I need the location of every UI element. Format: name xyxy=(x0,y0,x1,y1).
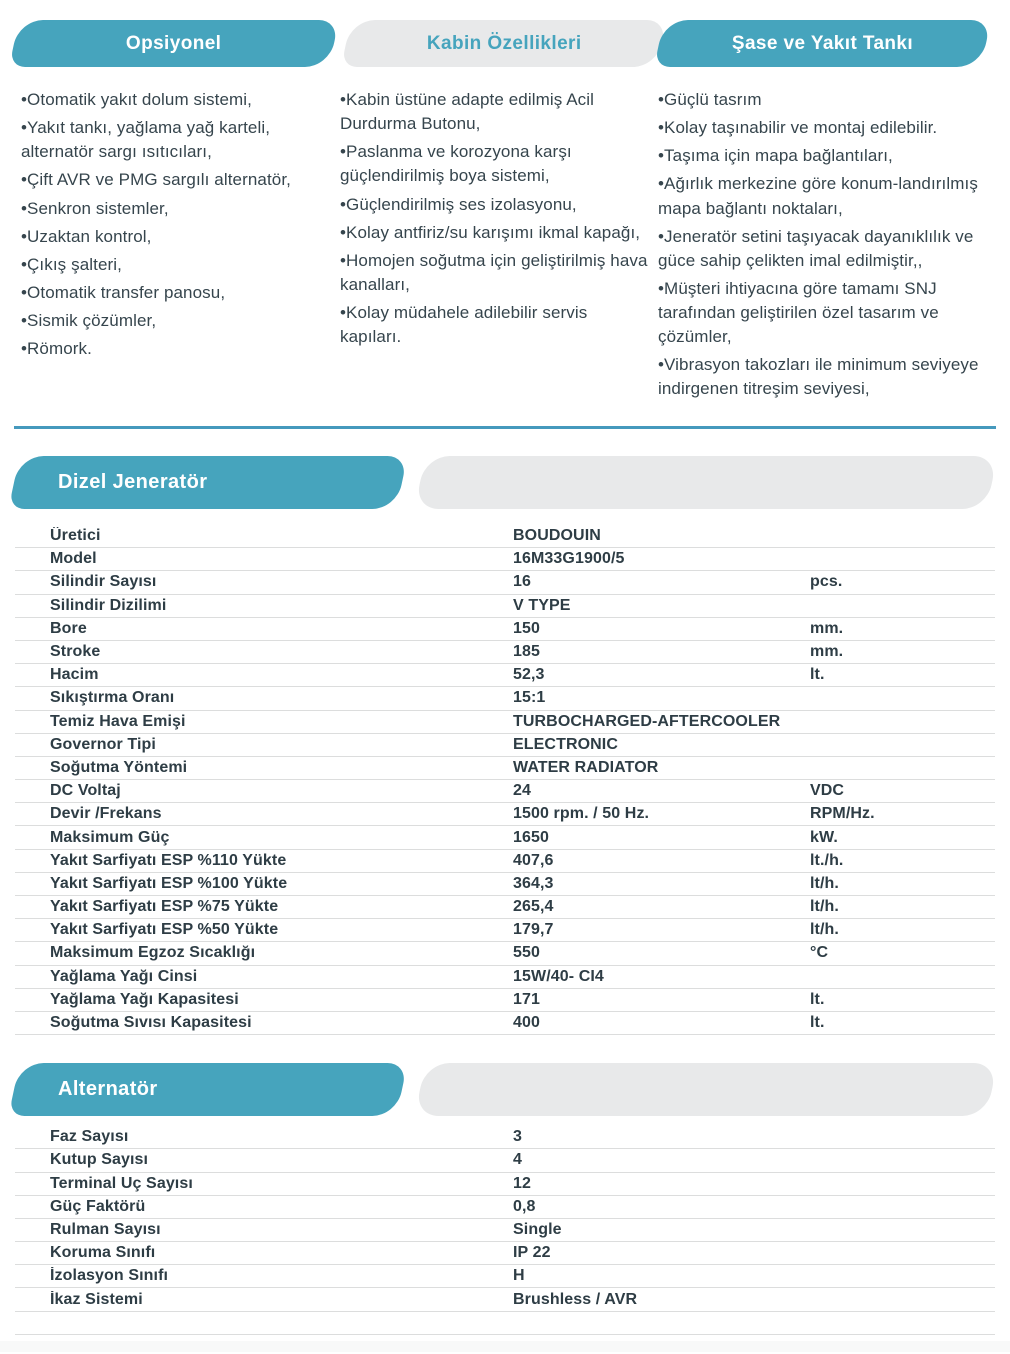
spec-label: Stroke xyxy=(50,643,101,661)
spec-value: 3 xyxy=(513,1128,522,1146)
spec-value: 16M33G1900/5 xyxy=(513,550,625,568)
spec-value: ELECTRONIC xyxy=(513,735,618,753)
blue-section-divider xyxy=(14,426,996,429)
feature-item: •Uzaktan kontrol, xyxy=(21,226,152,246)
feature-item: •Müşteri ihtiyacına göre tamamı SNJ tarafından geliştirilen özel tasarım ve çözümler, xyxy=(658,278,939,347)
feature-item: •Yakıt tankı, yağlama yağ karteli, alternatör sargı ısıtıcıları, xyxy=(21,118,271,162)
spec-label: Güç Faktörü xyxy=(50,1197,146,1215)
banner-extension-bar xyxy=(414,456,997,509)
top-banner-row xyxy=(0,20,1010,67)
banner-dizel-jenerator-title: Dizel Jeneratör xyxy=(58,471,208,493)
spec-value: V TYPE xyxy=(513,596,571,614)
table-row xyxy=(15,1219,995,1242)
table-row xyxy=(15,1126,995,1149)
table-row xyxy=(15,1012,995,1035)
spec-label: Model xyxy=(50,550,97,568)
spec-value: WATER RADIATOR xyxy=(513,758,659,776)
alternator-table xyxy=(15,1126,995,1335)
table-row xyxy=(15,919,995,942)
spec-label: İzolasyon Sınıfı xyxy=(50,1267,169,1285)
table-row xyxy=(15,1173,995,1196)
spec-value: 15W/40- CI4 xyxy=(513,967,604,985)
table-row xyxy=(15,1196,995,1219)
table-row xyxy=(15,711,995,734)
table-row xyxy=(15,571,995,594)
spec-value: IP 22 xyxy=(513,1244,551,1262)
table-row xyxy=(15,989,995,1012)
spec-label: Yakıt Sarfiyatı ESP %75 Yükte xyxy=(50,898,279,916)
feature-item: •Kabin üstüne adapte edilmiş Acil Durdurma Butonu, xyxy=(340,90,595,134)
feature-item: •Güçlü tasrım xyxy=(658,90,762,109)
spec-unit: lt. xyxy=(810,990,825,1008)
spec-value: 185 xyxy=(513,643,540,661)
spec-unit: lt/h. xyxy=(810,874,839,892)
spec-value: 550 xyxy=(513,944,540,962)
table-row xyxy=(15,548,995,571)
feature-item: •Römork. xyxy=(21,339,92,359)
banner-extension-bar xyxy=(414,1063,997,1116)
spec-value: 1650 xyxy=(513,828,549,846)
table-row xyxy=(15,641,995,664)
spec-unit: lt. xyxy=(810,666,825,684)
dizel-jenerator-section xyxy=(0,456,1010,1035)
alternator-section xyxy=(0,1063,1010,1335)
spec-label: Faz Sayısı xyxy=(50,1128,129,1146)
spec-label: İkaz Sistemi xyxy=(50,1290,143,1308)
table-row xyxy=(15,803,995,826)
spec-label: Devir /Frekans xyxy=(50,805,162,823)
feature-item: •Çıkış şalteri, xyxy=(21,254,122,274)
banner-alternator-title: Alternatör xyxy=(58,1078,158,1101)
spec-label: Üretici xyxy=(50,527,101,545)
spec-label: Silindir Dizilimi xyxy=(50,596,167,614)
spec-unit: RPM/Hz. xyxy=(810,805,875,823)
spec-value: 15:1 xyxy=(513,689,546,707)
dizel-banner-row xyxy=(0,456,1010,509)
spec-unit: lt. xyxy=(810,1014,825,1032)
spec-unit: °C xyxy=(810,944,829,962)
spec-value: H xyxy=(513,1267,525,1285)
spec-label: Yakıt Sarfiyatı ESP %100 Yükte xyxy=(50,874,288,892)
feature-item: •Sismik çözümler, xyxy=(21,311,157,330)
table-row xyxy=(15,942,995,965)
feature-item: •Ağırlık merkezine göre konum-landırılmış mapa bağlantı noktaları, xyxy=(658,174,978,218)
table-row xyxy=(15,780,995,803)
table-row-empty xyxy=(15,1312,995,1335)
feature-item: •Senkron sistemler, xyxy=(21,198,169,218)
spec-value: 150 xyxy=(513,619,540,637)
spec-label: Governor Tipi xyxy=(50,735,156,753)
sase-feature-list xyxy=(658,88,998,426)
spec-label: Maksimum Güç xyxy=(50,828,170,846)
spec-unit: mm. xyxy=(810,643,844,661)
spec-value: 0,8 xyxy=(513,1197,536,1215)
spec-value: 12 xyxy=(513,1174,531,1192)
banner-sase-ve-yakit-tanki-title: Şase ve Yakıt Tankı xyxy=(731,32,914,54)
spec-value: TURBOCHARGED-AFTERCOOLER xyxy=(513,712,781,730)
table-row xyxy=(15,664,995,687)
spec-label: Yakıt Sarfiyatı ESP %110 Yükte xyxy=(50,851,287,869)
table-row xyxy=(15,757,995,780)
table-row xyxy=(15,734,995,757)
spec-value: 4 xyxy=(513,1151,522,1169)
feature-columns xyxy=(0,88,1010,426)
feature-item: •Güçlendirilmiş ses izolasyonu, xyxy=(340,194,577,214)
table-row xyxy=(15,1149,995,1172)
spec-value: 364,3 xyxy=(513,874,554,892)
kabin-feature-list xyxy=(340,88,658,426)
table-row xyxy=(15,525,995,548)
spec-label: Rulman Sayısı xyxy=(50,1220,161,1238)
banner-alternator xyxy=(8,1063,407,1116)
feature-item: •Paslanma ve korozyona karşı güçlendirilmiş boya sistemi, xyxy=(340,142,572,186)
spec-value: Single xyxy=(513,1220,562,1238)
spec-value: 16 xyxy=(513,573,531,591)
banner-opsiyonel-title: Opsiyonel xyxy=(126,32,222,54)
feature-item: •Taşıma için mapa bağlantıları, xyxy=(658,146,893,166)
spec-value: 171 xyxy=(513,990,540,1008)
spec-value: 24 xyxy=(513,782,531,800)
spec-label: Temiz Hava Emişi xyxy=(50,712,186,730)
feature-item: •Jeneratör setini taşıyacak dayanıklılık ve güce sahip çelikten imal edilmiştir,, xyxy=(658,226,974,270)
table-row xyxy=(15,1242,995,1265)
spec-label: Soğutma Yöntemi xyxy=(50,758,188,776)
feature-item: •Otomatik transfer panosu, xyxy=(21,282,226,302)
spec-label: Silindir Sayısı xyxy=(50,573,157,591)
banner-sase-ve-yakit-tanki xyxy=(654,20,991,67)
spec-label: Maksimum Egzoz Sıcaklığı xyxy=(50,944,256,962)
spec-label: Koruma Sınıfı xyxy=(50,1244,156,1262)
spec-label: Yağlama Yağı Kapasitesi xyxy=(50,990,239,1008)
spec-unit: VDC xyxy=(810,782,845,800)
banner-kabin-ozellikleri xyxy=(341,20,667,67)
feature-item: •Kolay müdahele adilebilir servis kapıları. xyxy=(340,303,588,347)
spec-unit: lt/h. xyxy=(810,921,839,939)
spec-label: Terminal Uç Sayısı xyxy=(50,1174,193,1192)
spec-label: Soğutma Sıvısı Kapasitesi xyxy=(50,1014,252,1032)
feature-item: •Homojen soğutma için geliştirilmiş hava kanalları, xyxy=(340,250,648,294)
spec-label: Kutup Sayısı xyxy=(50,1151,149,1169)
alternator-banner-row xyxy=(0,1063,1010,1116)
spec-unit: kW. xyxy=(810,828,838,846)
table-row xyxy=(15,687,995,710)
spec-value: 265,4 xyxy=(513,898,554,916)
table-row xyxy=(15,1265,995,1288)
banner-kabin-ozellikleri-title: Kabin Özellikleri xyxy=(426,32,582,54)
table-row xyxy=(15,850,995,873)
spec-label: DC Voltaj xyxy=(50,782,121,800)
spec-unit: mm. xyxy=(810,619,844,637)
feature-item: •Vibrasyon takozları ile minimum seviyeye indirgenen titreşim seviyesi, xyxy=(658,355,979,399)
table-row xyxy=(15,1288,995,1311)
banner-opsiyonel xyxy=(9,20,339,67)
feature-item: •Kolay antfiriz/su karışımı ikmal kapağı, xyxy=(340,222,641,242)
table-row xyxy=(15,966,995,989)
spec-unit: lt/h. xyxy=(810,898,839,916)
spec-label: Yağlama Yağı Cinsi xyxy=(50,967,198,985)
opsiyonel-feature-list xyxy=(21,88,340,426)
spec-label: Yakıt Sarfiyatı ESP %50 Yükte xyxy=(50,921,279,939)
spec-value: 52,3 xyxy=(513,666,545,684)
spec-value: Brushless / AVR xyxy=(513,1290,638,1308)
table-row xyxy=(15,896,995,919)
footer-strip xyxy=(0,1341,1010,1352)
spec-label: Hacim xyxy=(50,666,99,684)
table-row xyxy=(15,618,995,641)
feature-item: •Çift AVR ve PMG sargılı alternatör, xyxy=(21,170,291,190)
spec-value: 1500 rpm. / 50 Hz. xyxy=(513,805,650,823)
spec-value: BOUDOUIN xyxy=(513,527,601,545)
table-row xyxy=(15,826,995,849)
spec-value: 179,7 xyxy=(513,921,554,939)
feature-item: •Otomatik yakıt dolum sistemi, xyxy=(21,90,252,109)
spec-label: Sıkıştırma Oranı xyxy=(50,689,175,707)
spec-unit: pcs. xyxy=(810,573,843,591)
spec-unit: lt./h. xyxy=(810,851,844,869)
banner-dizel-jenerator xyxy=(8,456,407,509)
spec-label: Bore xyxy=(50,619,87,637)
spec-value: 400 xyxy=(513,1014,540,1032)
feature-item: •Kolay taşınabilir ve montaj edilebilir. xyxy=(658,118,938,138)
table-row xyxy=(15,595,995,618)
table-row xyxy=(15,873,995,896)
spec-value: 407,6 xyxy=(513,851,554,869)
dizel-jenerator-table xyxy=(15,525,995,1035)
